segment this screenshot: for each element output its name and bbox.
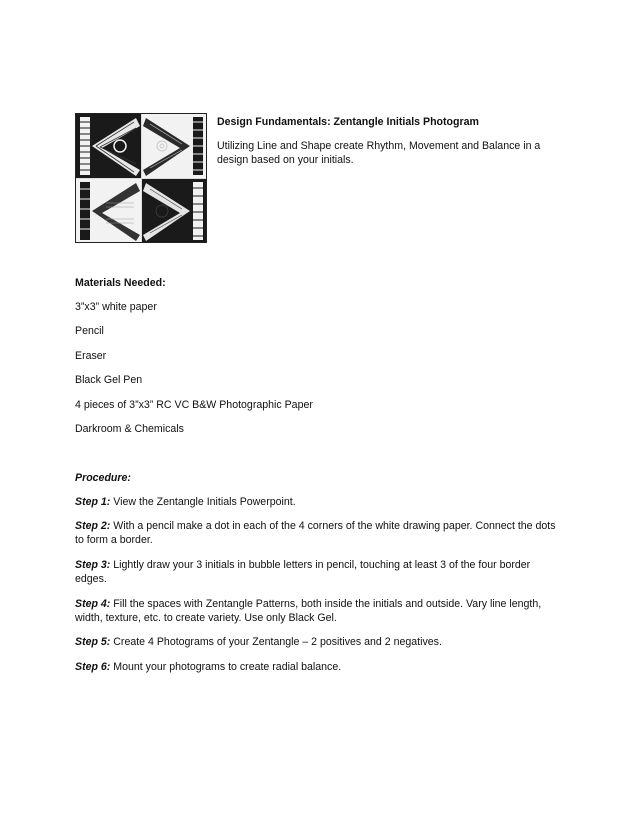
procedure-step	[75, 635, 561, 649]
materials-heading: Materials Needed:	[75, 277, 166, 289]
step-text: View the Zentangle Initials Powerpoint.	[113, 496, 296, 508]
step-label: Step 5:	[75, 636, 111, 648]
materials-list-item: Pencil	[75, 325, 104, 337]
step-label: Step 2:	[75, 520, 111, 532]
step-text: Fill the spaces with Zentangle Patterns, both inside the initials and outside. Vary line length, width, texture, etc. to create variety. Use only Black Gel.	[75, 598, 542, 624]
step-text: Lightly draw your 3 initials in bubble letters in pencil, touching at least 3 of the four border edges.	[75, 559, 531, 585]
materials-list-item: Black Gel Pen	[75, 374, 143, 386]
document-title: Design Fundamentals: Zentangle Initials Photogram	[217, 116, 479, 128]
step-text: Mount your photograms to create radial balance.	[113, 661, 342, 673]
step-label: Step 1:	[75, 496, 111, 508]
materials-list-item: 3”x3” white paper	[75, 301, 157, 313]
procedure-step	[75, 519, 561, 547]
photogram-tile-bottom-left	[76, 179, 141, 243]
procedure-step	[75, 495, 561, 509]
materials-list-item: Darkroom & Chemicals	[75, 423, 184, 435]
step-label: Step 4:	[75, 598, 111, 610]
photogram-tile-top-left	[76, 114, 141, 178]
zentangle-photogram-image	[75, 113, 207, 243]
materials-list-item: 4 pieces of 3”x3” RC VC B&W Photographic Paper	[75, 399, 313, 411]
photogram-tile-top-right	[142, 114, 207, 178]
photogram-tile-bottom-right	[142, 179, 207, 243]
step-label: Step 6:	[75, 661, 111, 673]
procedure-step	[75, 660, 561, 674]
step-text: With a pencil make a dot in each of the 4 corners of the white drawing paper. Connect the dots to form a border.	[75, 520, 556, 546]
intro-text: Utilizing Line and Shape create Rhythm, Movement and Balance in a design based on your initials.	[217, 140, 541, 166]
materials-list-item: Eraser	[75, 350, 107, 362]
procedure-step	[75, 558, 561, 586]
step-label: Step 3:	[75, 559, 111, 571]
step-text: Create 4 Photograms of your Zentangle – 2 positives and 2 negatives.	[113, 636, 442, 648]
procedure-step	[75, 597, 561, 625]
procedure-heading: Procedure:	[75, 472, 131, 484]
